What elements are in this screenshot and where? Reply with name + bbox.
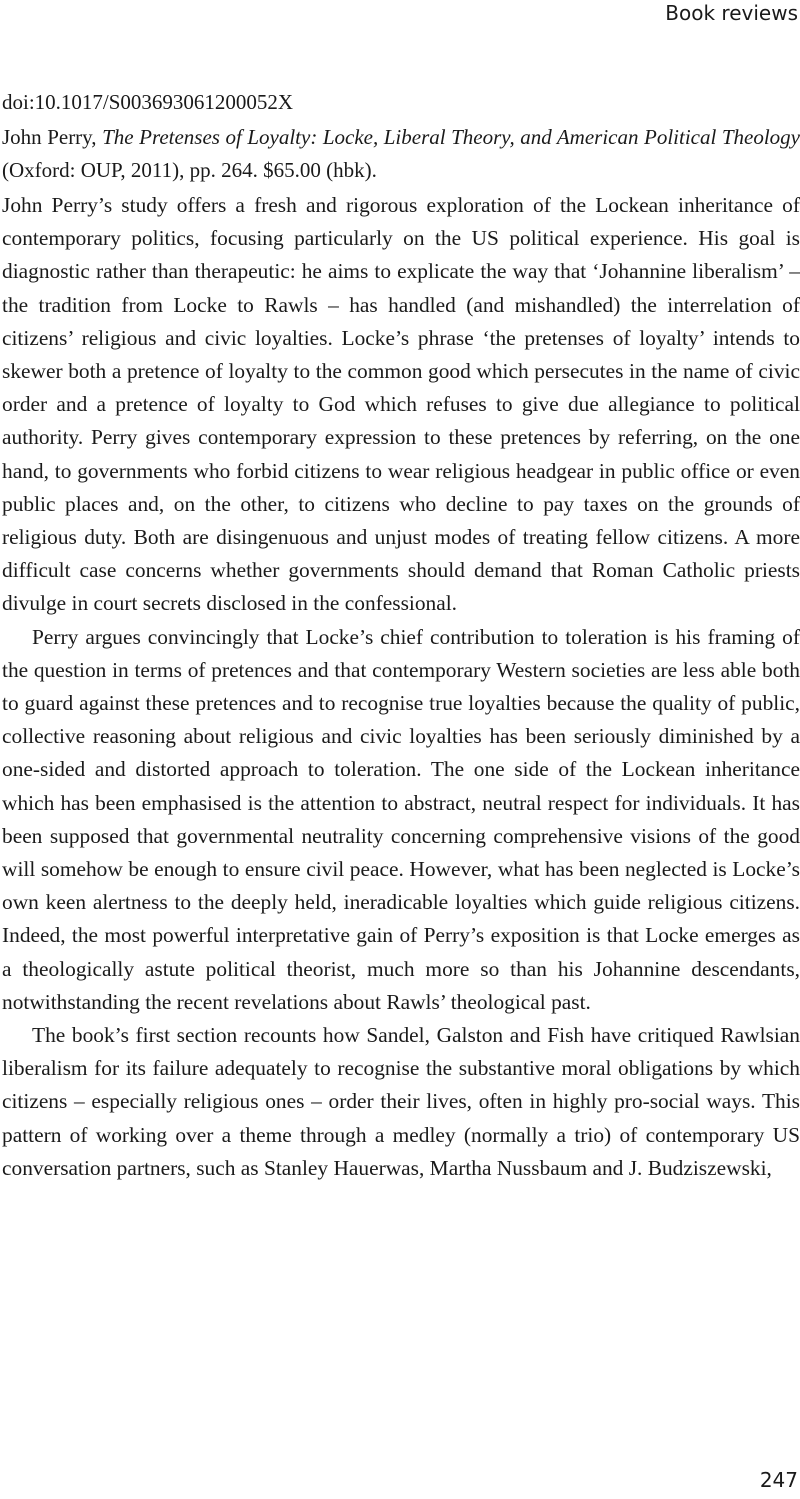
running-head: Book reviews — [665, 1, 798, 25]
book-citation — [2, 121, 800, 187]
citation-details: (Oxford: OUP, 2011), pp. 264. $65.00 (hbk). — [2, 158, 377, 182]
citation-title: The Pretenses of Loyalty: Locke, Liberal Theory, and American Political Theology — [102, 125, 800, 149]
page-number: 247 — [759, 1468, 798, 1492]
citation-author: John Perry, — [2, 125, 97, 149]
doi: doi:10.1017/S003693061200052X — [2, 90, 294, 114]
paragraph-2: Perry argues convincingly that Locke’s chief contribution to toleration is his framing of the question in terms of pretences and that contemporary Western societies are less able both to guard against these pretences and to recognise true loyalties because the quality of public, collective reasoning about religious and civic loyalties has been seriously diminished by a one-sided and distorted approach to toleration. The one side of the Lockean inheritance which has been emphasised is the attention to abstract, neutral respect for individuals. It has been supposed that governmental neutrality concerning comprehensive visions of the good will somehow be enough to ensure civil peace. However, what has been neglected is Locke’s own keen alertness to the deeply held, ineradicable loyalties which guide religious citizens. Indeed, the most powerful interpretative gain of Perry’s exposition is that Locke emerges as a theologically astute political theorist, much more so than his Johannine descendants, notwithstanding the recent revelations about Rawls’ theological past. — [2, 624, 800, 1014]
paragraph-3: The book’s first section recounts how Sandel, Galston and Fish have critiqued Rawlsian liberalism for its failure adequately to recognise the substantive moral obligations by which citizens – especially religious ones – order their lives, often in highly pro-social ways. This pattern of working over a theme through a medley (normally a trio) of contemporary US conversation partners, such as Stanley Hauerwas, Martha Nussbaum and J. Budziszewski, — [2, 1023, 800, 1180]
review-body — [2, 86, 800, 1185]
paragraph-1: John Perry’s study offers a fresh and rigorous exploration of the Lockean inheritance of contemporary politics, focusing particularly on the US political experience. His goal is diagnostic rather than therapeutic: he aims to explicate the way that ‘Johannine liberalism’ – the tradition from Locke to Rawls – has handled (and mishandled) the interrelation of citizens’ religious and civic loyalties. Locke’s phrase ‘the pretenses of loyalty’ intends to skewer both a pretence of loyalty to the common good which persecutes in the name of civic order and a pretence of loyalty to God which refuses to give due allegiance to political authority. Perry gives contemporary expression to these pretences by referring, on the one hand, to governments who forbid citizens to wear religious headgear in public office or even public places and, on the other, to citizens who decline to pay taxes on the grounds of religious duty. Both are disingenuous and unjust modes of treating fellow citizens. A more difficult case concerns whether governments should demand that Roman Catholic priests divulge in court secrets disclosed in the confessional. — [2, 193, 800, 616]
